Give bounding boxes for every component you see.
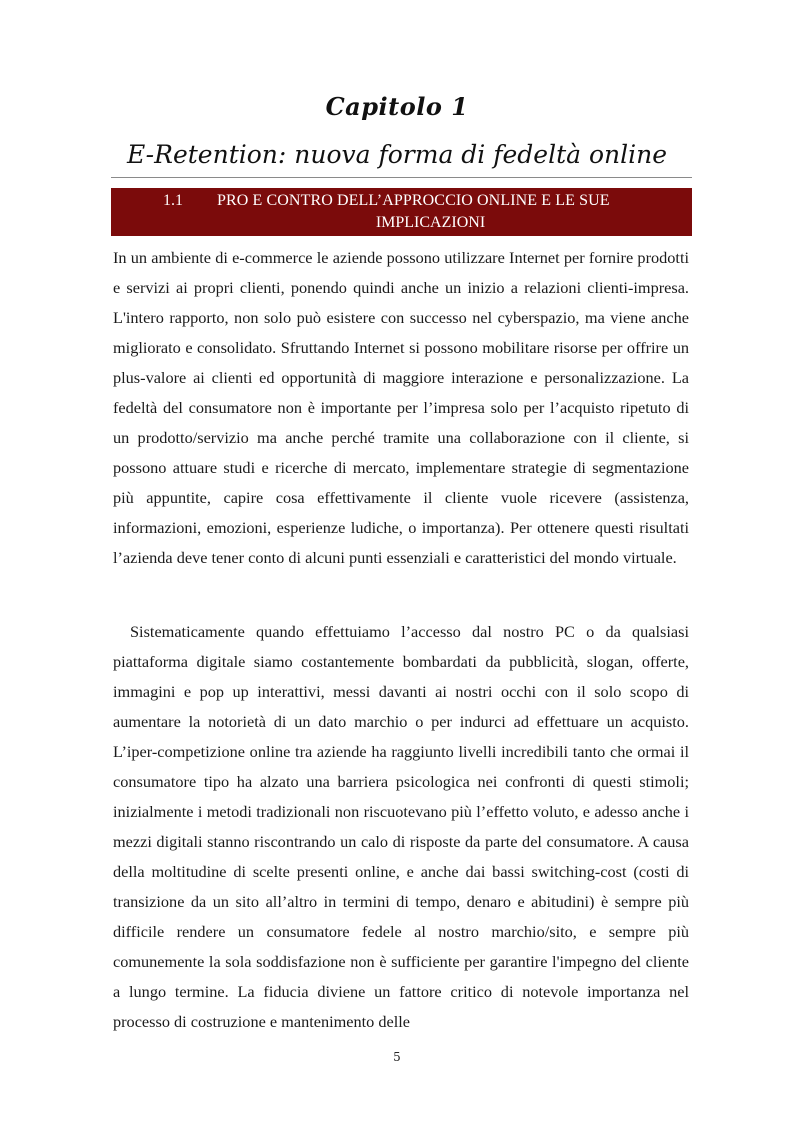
- body-paragraph-2: Sistematicamente quando effettuiamo l’accesso dal nostro PC o da qualsiasi piattaforma digitale siamo costantemente bombardati da pubblicità, slogan, offerte, immagini e pop up interattivi, messi davanti ai nostri occhi con il solo scopo di aumentare la notorietà di un dato marchio o per indurci ad effettuare un acquisto. L’iper-competizione online tra aziende ha raggiunto livelli incredibili tanto che ormai il consumatore tipo ha alzato una barriera psicologica nei confronti di questi stimoli; inizialmente i metodi tradizionali non riscuotevano più l’effetto voluto, e adesso anche i mezzi digitali stanno riscontrando un calo di risposte da parte del consumatore. A causa della moltitudine di scelte presenti online, e anche dai bassi switching-cost (costi di transizione da un sito all’altro in termini di tempo, denaro e abitudini) è sempre più difficile rendere un consumatore fedele al nostro marchio/sito, e sempre più comunemente la sola soddisfazione non è sufficiente per garantire l'impegno del cliente a lungo termine. La fiducia diviene un fattore critico di notevole importanza nel processo di costruzione e mantenimento delle: [113, 622, 689, 1031]
- chapter-label: Capitolo 1: [325, 92, 469, 121]
- section-title-line2: IMPLICAZIONI: [375, 214, 486, 231]
- chapter-title: E-Retention: nuova forma di fedeltà online: [126, 140, 668, 169]
- page-number: 5: [393, 1050, 401, 1064]
- section-header: [111, 188, 692, 236]
- section-title-line1: PRO E CONTRO DELL’APPROCCIO ONLINE E LE SUE: [217, 192, 610, 209]
- section-number: 1.1: [163, 192, 183, 209]
- body-paragraph-1: In un ambiente di e-commerce le aziende possono utilizzare Internet per fornire prodotti e servizi ai propri clienti, ponendo quindi anche un inizio a relazioni clienti-impresa. L'intero rapporto, non solo può esistere con successo nel cyberspazio, ma viene anche migliorato e consolidato. Sfruttando Internet si possono mobilitare risorse per offrire un plus-valore ai clienti ed opportunità di maggiore interazione e personalizzazione. La fedeltà del consumatore non è importante per l’impresa solo per l’acquisto ripetuto di un prodotto/servizio ma anche perché tramite una collaborazione con il cliente, si possono attuare studi e ricerche di mercato, implementare strategie di segmentazione più appuntite, capire cosa effettivamente il cliente vuole ricevere (assistenza, informazioni, emozioni, esperienze ludiche, o importanza). Per ottenere questi risultati l’azienda deve tener conto di alcuni punti essenziali e caratteristici del mondo virtuale.: [113, 248, 689, 567]
- title-divider: [111, 177, 692, 178]
